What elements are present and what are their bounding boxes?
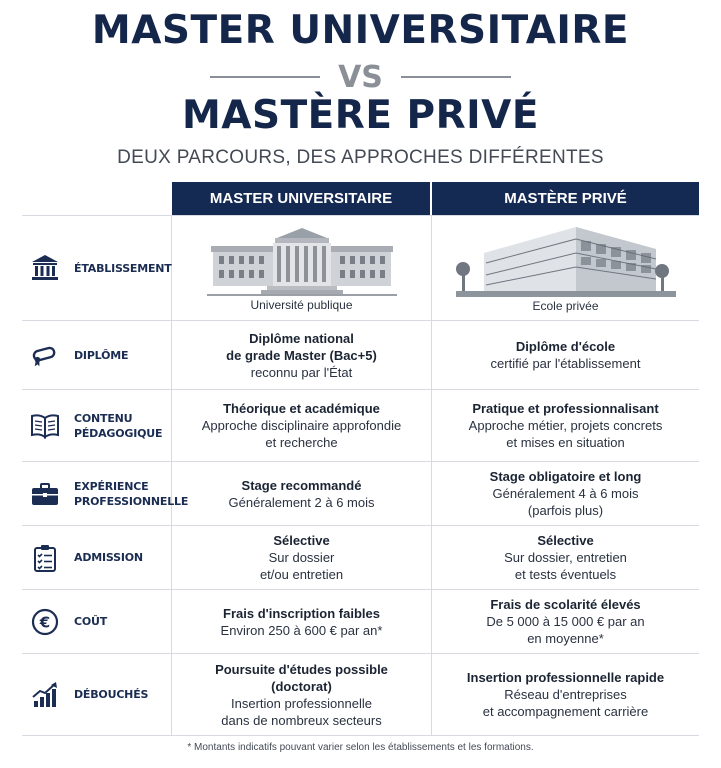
row-label: [22, 526, 172, 589]
modern-school-building-image: [456, 223, 676, 297]
row-label: [22, 321, 172, 389]
normal-line: Insertion professionnelle: [231, 695, 372, 711]
row-label-line: DÉBOUCHÉS: [74, 688, 149, 701]
euro-coin-icon: [30, 607, 60, 637]
row-label-line: CONTENU: [74, 411, 133, 425]
row-diplome: [22, 321, 699, 390]
row-label-line: PROFESSIONNELLE: [74, 494, 189, 508]
row-debouches: [22, 654, 699, 736]
cell-prive-cout: [432, 590, 699, 653]
row-label-line: EXPÉRIENCE: [74, 479, 149, 493]
cell-univ-admission: [172, 526, 432, 589]
bold-line: Frais d'inscription faibles: [223, 605, 380, 621]
row-label: [22, 654, 172, 735]
normal-line: Approche métier, projets concrets: [468, 418, 663, 433]
row-cout: [22, 590, 699, 654]
cell-prive-diplome: [432, 321, 699, 389]
normal-line: et/ou entretien: [259, 567, 344, 582]
normal-line: et tests éventuels: [514, 567, 617, 582]
vs-label: VS: [338, 59, 383, 95]
footnote: * Montants indicatifs pouvant varier selon les établissements et les formations.: [187, 742, 534, 753]
caption-univ: Université publique: [250, 298, 353, 312]
column-header-mastere-prive: MASTÈRE PRIVÉ: [432, 182, 699, 215]
row-experience-professionnelle: [22, 462, 699, 526]
bold-line: Insertion professionnelle rapide: [466, 670, 665, 685]
bold-line: de grade Master (Bac+5): [226, 347, 377, 363]
cell-prive-contenu: [432, 390, 699, 461]
cell-prive-debouches: [432, 654, 699, 735]
briefcase-icon: [30, 479, 60, 509]
bold-line: Sélective: [273, 533, 330, 548]
building-columns-icon: [30, 253, 60, 283]
clipboard-checklist-icon: [30, 543, 60, 573]
row-label-line: PÉDAGOGIQUE: [74, 426, 163, 440]
bold-line: Stage obligatoire et long: [489, 469, 642, 484]
subtitle: DEUX PARCOURS, DES APPROCHES DIFFÉRENTES: [117, 147, 604, 168]
normal-line: reconnu par l'État: [250, 364, 353, 380]
row-label: [22, 590, 172, 653]
normal-line: (parfois plus): [527, 503, 604, 518]
vs-right-rule: [401, 76, 511, 78]
normal-line: et mises en situation: [506, 435, 625, 450]
row-label-line: DIPLÔME: [74, 348, 129, 362]
cell-univ-cout: [172, 590, 432, 653]
row-label-line: COÛT: [74, 615, 108, 628]
row-label: [22, 216, 172, 320]
normal-line: et recherche: [265, 435, 338, 450]
normal-line: Sur dossier: [268, 550, 335, 565]
vs-left-rule: [210, 76, 320, 78]
row-label-line: ÉTABLISSEMENT: [74, 261, 172, 275]
normal-line: Approche disciplinaire approfondie: [201, 418, 402, 433]
row-contenu-pedagogique: [22, 390, 699, 462]
normal-line: Sur dossier, entretien: [504, 550, 627, 565]
bold-line: Frais de scolarité élevés: [490, 597, 641, 612]
bold-line: Diplôme national: [249, 330, 354, 346]
university-building-image: [207, 224, 397, 296]
cell-univ-debouches: [172, 654, 432, 735]
cell-univ-diplome: [172, 321, 432, 389]
open-book-icon: [30, 411, 60, 441]
comparison-table: [22, 182, 699, 736]
row-label: [22, 390, 172, 461]
header-spacer: [22, 182, 172, 215]
diploma-scroll-icon: [30, 340, 60, 370]
title-line-1: MASTER UNIVERSITAIRE: [91, 8, 630, 53]
growth-chart-icon: [30, 680, 60, 710]
bold-line: (doctorat): [271, 678, 332, 694]
cell-prive-admission: [432, 526, 699, 589]
cell-prive-etablissement: [432, 216, 699, 320]
svg-text:€: €: [39, 613, 51, 631]
title-line-2: MASTÈRE PRIVÉ: [181, 93, 540, 138]
row-label: [22, 462, 189, 525]
row-label-line: ADMISSION: [74, 551, 143, 564]
normal-line: Réseau d'entreprises: [504, 687, 627, 702]
bold-line: Sélective: [537, 533, 594, 548]
vs-separator: [0, 58, 721, 96]
row-admission: [22, 526, 699, 590]
column-header-master-universitaire: MASTER UNIVERSITAIRE: [172, 182, 430, 215]
bold-line: Pratique et professionnalisant: [472, 401, 659, 416]
normal-line: Généralement 4 à 6 mois: [492, 486, 639, 501]
normal-line: dans de nombreux secteurs: [221, 712, 382, 728]
cell-univ-experience: [172, 462, 432, 525]
cell-univ-contenu: [172, 390, 432, 461]
normal-line: certifié par l'établissement: [490, 356, 641, 371]
cell-prive-experience: [432, 462, 699, 525]
table-header: [22, 182, 699, 215]
row-etablissement: [22, 215, 699, 321]
normal-line: en moyenne*: [527, 631, 604, 646]
bold-line: Stage recommandé: [241, 477, 362, 493]
bold-line: Diplôme d'école: [515, 339, 616, 354]
normal-line: Généralement 2 à 6 mois: [228, 494, 375, 510]
caption-prive: Ecole privée: [532, 299, 599, 313]
bold-line: Poursuite d'études possible: [215, 661, 388, 677]
normal-line: et accompagnement carrière: [482, 704, 649, 719]
bold-line: Théorique et académique: [223, 401, 380, 416]
cell-univ-etablissement: [172, 216, 432, 320]
normal-line: Environ 250 à 600 € par an*: [220, 622, 383, 638]
normal-line: De 5 000 à 15 000 € par an: [486, 614, 645, 629]
